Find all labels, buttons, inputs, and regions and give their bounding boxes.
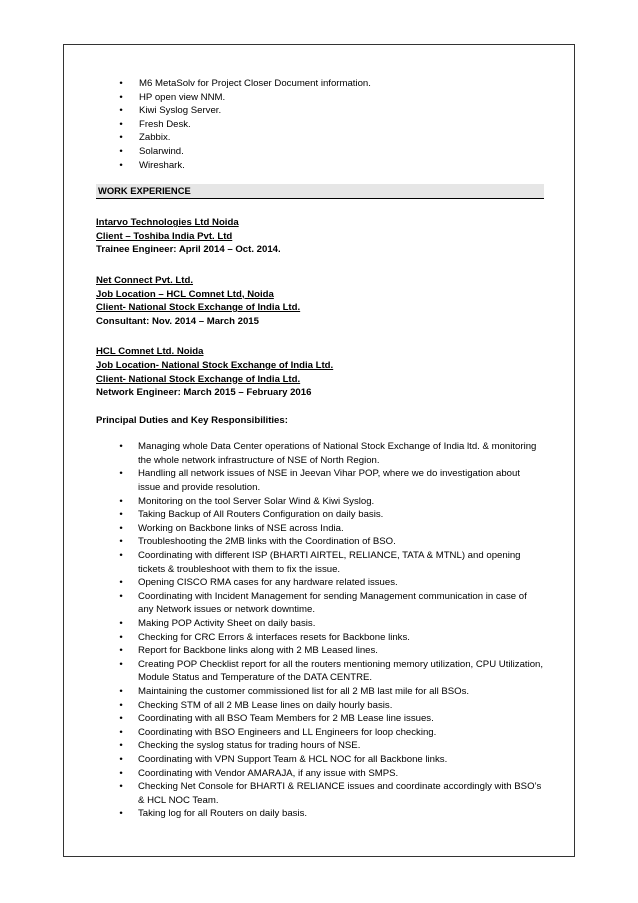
duties-title: Principal Duties and Key Responsibilities: [96,414,288,426]
list-item-text: Monitoring on the tool Server Solar Wind & Kiwi Syslog. [138,495,375,507]
bullet-icon: • [119,726,123,738]
job-detail: Client- National Stock Exchange of India Ltd. [96,302,301,314]
list-item [96,118,544,132]
list-item [96,549,544,576]
list-item-text: Coordinating with BSO Engineers and LL Engineers for loop checking. [138,726,437,738]
bullet-icon: • [119,781,123,793]
list-item-text: Checking Net Console for BHARTI & RELIANCE issues and coordinate accordingly with BSO’s & HCL NOC Team. [138,781,542,806]
job-detail: Intarvo Technologies Ltd Noida [96,217,239,229]
bullet-icon: • [119,767,123,779]
duties-list [96,440,544,821]
jobs-section [96,216,544,400]
list-item [96,658,544,685]
job-detail: Client- National Stock Exchange of India Ltd. [96,373,301,385]
bullet-icon: • [119,78,123,89]
list-item [96,617,544,631]
list-item [96,590,544,617]
bullet-icon: • [119,685,123,697]
list-item-text: Coordinating with different ISP (BHARTI AIRTEL, RELIANCE, TATA & MTNL) and opening tickets & troubleshoot with them to fix the issue. [138,550,521,575]
bullet-icon: • [119,550,123,562]
work-experience-heading: WORK EXPERIENCE [96,184,544,199]
list-item [96,91,544,105]
list-item-text: Handling all network issues of NSE in Jeevan Vihar POP, where we do investigation about issue and provide resolution. [138,468,521,494]
bullet-icon: • [119,618,123,629]
bullet-icon: • [119,441,123,453]
bullet-icon: • [119,631,123,643]
bullet-icon: • [119,522,123,534]
bullet-icon: • [119,645,123,657]
list-item [96,712,544,726]
list-item-text: Fresh Desk. [139,118,191,130]
job-detail: Job Location – HCL Comnet Ltd, Noida [96,288,274,300]
list-item [96,644,544,658]
bullet-icon: • [119,699,123,711]
list-item-text: Taking log for all Routers on daily basis. [138,808,308,820]
bullet-icon: • [119,145,123,157]
list-item-text: Opening CISCO RMA cases for any hardware related issues. [138,577,398,589]
list-item-text: Coordinating with all BSO Team Members for 2 MB Lease line issues. [138,713,434,725]
list-item [96,631,544,645]
list-item-text: M6 MetaSolv for Project Closer Document information. [139,78,371,89]
bullet-icon: • [119,536,123,548]
list-item-text: Working on Backbone links of NSE across India. [138,522,344,534]
bullet-icon: • [119,495,123,507]
list-item-text: Making POP Activity Sheet on daily basis. [138,618,316,629]
list-item-text: Coordinating with Vendor AMARAJA, if any issue with SMPS. [138,767,399,779]
list-item [96,753,544,767]
list-item [96,780,544,807]
list-item-text: Taking Backup of All Routers Configuration on daily basis. [138,509,384,521]
list-item-text: Report for Backbone links along with 2 MB Leased lines. [138,645,378,657]
list-item [96,77,544,91]
list-item [96,159,544,173]
bullet-icon: • [119,740,123,752]
list-item-text: Checking for CRC Errors & interfaces resets for Backbone links. [138,631,410,643]
list-item-text: Coordinating with VPN Support Team & HCL NOC for all Backbone links. [138,753,448,765]
document-content [96,77,544,821]
list-item [96,739,544,753]
tools-list [96,77,544,172]
bullet-icon: • [119,91,123,103]
list-item-text: Coordinating with Incident Management for sending Management communication in case of any Network issues or network downtime. [138,590,527,616]
job-detail: HCL Comnet Ltd. Noida [96,346,204,358]
list-item [96,807,544,821]
list-item [96,576,544,590]
bullet-icon: • [119,132,123,144]
bullet-icon: • [119,159,123,171]
job-entry [96,216,544,257]
bullet-icon: • [119,753,123,765]
job-detail: Net Connect Pvt. Ltd. [96,274,194,286]
bullet-icon: • [119,509,123,521]
list-item [96,522,544,536]
list-item [96,535,544,549]
list-item-text: Managing whole Data Center operations of National Stock Exchange of India ltd. & monitoring the whole network infrastructure of NSE of North Region. [138,441,537,466]
list-item-text: Kiwi Syslog Server. [139,105,222,117]
bullet-icon: • [119,118,123,130]
list-item-text: Solarwind. [139,145,184,157]
list-item-text: Checking the syslog status for trading hours of NSE. [138,740,361,752]
list-item [96,145,544,159]
list-item-text: Creating POP Checklist report for all the routers mentioning memory utilization, CPU Utilization, Module Status and Temperature of the DATA CENTRE. [138,658,544,684]
bullet-icon: • [119,590,123,602]
list-item-text: Troubleshooting the 2MB links with the Coordination of BSO. [138,536,396,548]
bullet-icon: • [119,577,123,589]
job-detail: Client – Toshiba India Pvt. Ltd [96,230,233,242]
list-item [96,440,544,467]
list-item [96,699,544,713]
bullet-icon: • [119,105,123,117]
bullet-icon: • [119,468,123,480]
list-item-text: HP open view NNM. [139,91,226,103]
job-role: Consultant: Nov. 2014 – March 2015 [96,315,259,327]
job-role: Network Engineer: March 2015 – February 2016 [96,387,312,399]
list-item [96,131,544,145]
bullet-icon: • [119,658,123,670]
list-item-text: Wireshark. [139,159,185,171]
bullet-icon: • [119,713,123,725]
job-detail: Job Location- National Stock Exchange of India Ltd. [96,359,334,371]
list-item-text: Maintaining the customer commissioned list for all 2 MB last mile for all BSOs. [138,685,470,697]
job-entry [96,345,544,399]
job-role: Trainee Engineer: April 2014 – Oct. 2014. [96,244,281,256]
bullet-icon: • [119,808,123,820]
list-item [96,767,544,781]
job-entry [96,274,544,328]
list-item [96,508,544,522]
list-item [96,726,544,740]
list-item [96,467,544,494]
list-item-text: Zabbix. [139,132,171,144]
list-item [96,685,544,699]
list-item [96,495,544,509]
list-item-text: Checking STM of all 2 MB Lease lines on daily hourly basis. [138,699,393,711]
list-item [96,104,544,118]
